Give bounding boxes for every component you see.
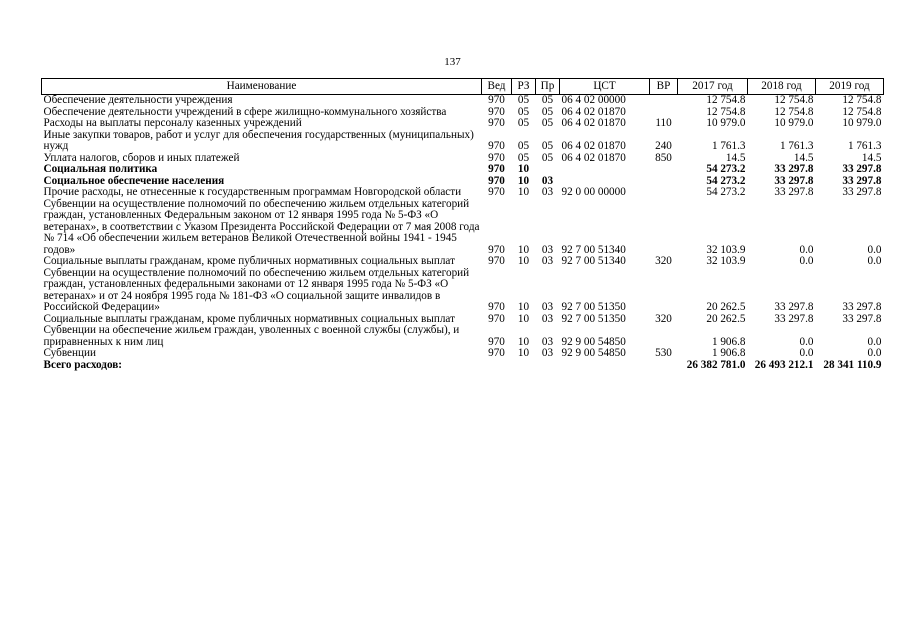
header-rz: РЗ bbox=[512, 79, 536, 95]
row-name: Субвенции на осуществление полномочий по обеспечению жильем отдельных категорий граждан, установленных федеральными законами от 12 января 1995 года № 5-ФЗ «О ветеранах» и от 24 ноября 1995 года № 181-ФЗ «О социальной защите инвалидов в Российской Федерации» bbox=[43, 266, 470, 313]
row-2018: 33 297.8 bbox=[774, 186, 814, 198]
row-2018: 1 761.3 bbox=[779, 140, 814, 152]
row-name: Обеспечение деятельности учреждений в сфере жилищно-коммунального хозяйства bbox=[43, 105, 447, 118]
row-name: Социальное обеспечение населения bbox=[43, 174, 225, 187]
row-2017: 54 273.2 bbox=[706, 163, 746, 175]
row-2018: 0.0 bbox=[799, 255, 814, 267]
row-name: Субвенции на обеспечение жильем граждан, уволенных с военной службы (службы), и приравненных к ним лиц bbox=[43, 324, 460, 348]
header-2018: 2018 год bbox=[748, 79, 816, 95]
row-ved: 970 bbox=[488, 312, 505, 325]
row-2019: 12 754.8 bbox=[842, 105, 882, 118]
row-2017: 20 262.5 bbox=[706, 312, 746, 325]
row-ved: 970 bbox=[488, 347, 505, 359]
row-name: Прочие расходы, не отнесенные к государственным программам Новгородской области bbox=[43, 186, 462, 198]
row-rz: 10 bbox=[517, 163, 530, 175]
row-rz: 10 bbox=[517, 186, 530, 198]
row-ved bbox=[482, 360, 512, 372]
row-2018: 0.0 bbox=[799, 347, 814, 359]
row-pr: 05 bbox=[541, 117, 554, 129]
table-row bbox=[42, 325, 884, 348]
header-name: Наименование bbox=[42, 79, 482, 95]
row-pr: 03 bbox=[541, 174, 554, 187]
row-ved: 970 bbox=[488, 117, 505, 129]
row-rz: 10 bbox=[517, 174, 530, 187]
row-rz: 05 bbox=[517, 105, 530, 118]
row-ved: 970 bbox=[488, 163, 505, 175]
row-vr bbox=[650, 164, 678, 176]
row-2017: 1 906.8 bbox=[711, 347, 746, 359]
row-rz: 10 bbox=[517, 335, 530, 348]
row-cst: 92 9 00 54850 bbox=[561, 347, 626, 359]
row-rz: 05 bbox=[517, 117, 530, 129]
table-row bbox=[42, 130, 884, 153]
row-vr bbox=[650, 176, 678, 188]
row-ved: 970 bbox=[488, 186, 505, 198]
table-row bbox=[42, 153, 884, 165]
row-2017: 54 273.2 bbox=[706, 174, 746, 187]
row-2019: 0.0 bbox=[867, 243, 882, 256]
row-2019: 33 297.8 bbox=[842, 312, 882, 325]
row-ved: 970 bbox=[488, 151, 505, 164]
row-2018: 33 297.8 bbox=[774, 312, 814, 325]
row-name: Расходы на выплаты персоналу казенных учреждений bbox=[43, 117, 302, 129]
table-row bbox=[42, 256, 884, 268]
row-name: Обеспечение деятельности учреждения bbox=[43, 94, 233, 106]
row-ved: 970 bbox=[488, 301, 505, 313]
row-pr: 05 bbox=[541, 105, 554, 118]
row-name: Социальные выплаты гражданам, кроме публичных нормативных социальных выплат bbox=[43, 255, 455, 267]
row-2019: 33 297.8 bbox=[842, 301, 882, 313]
row-pr: 03 bbox=[541, 301, 554, 313]
header-ved: Вед bbox=[482, 79, 512, 95]
row-pr bbox=[536, 360, 560, 372]
row-cst: 92 7 00 51350 bbox=[561, 312, 626, 325]
row-2018: 33 297.8 bbox=[774, 301, 814, 313]
row-2018: 0.0 bbox=[799, 243, 814, 256]
row-2018: 12 754.8 bbox=[774, 94, 814, 106]
row-cst: 92 9 00 54850 bbox=[561, 335, 626, 348]
row-rz: 10 bbox=[517, 255, 530, 267]
row-vr: 240 bbox=[655, 140, 672, 152]
row-rz: 10 bbox=[517, 243, 530, 256]
row-pr: 03 bbox=[541, 255, 554, 267]
row-pr: 05 bbox=[541, 94, 554, 106]
row-cst bbox=[560, 164, 650, 176]
row-pr: 03 bbox=[541, 335, 554, 348]
row-vr: 850 bbox=[655, 151, 672, 164]
table-row bbox=[42, 348, 884, 360]
row-cst: 92 0 00 00000 bbox=[561, 186, 626, 198]
row-ved: 970 bbox=[488, 94, 505, 106]
header-2017: 2017 год bbox=[678, 79, 748, 95]
page-number: 137 bbox=[444, 56, 461, 68]
row-2018: 33 297.8 bbox=[774, 174, 814, 187]
row-2019: 0.0 bbox=[867, 255, 882, 267]
table-row bbox=[42, 268, 884, 314]
row-cst: 06 4 02 01870 bbox=[561, 140, 626, 152]
row-cst: 92 7 00 51350 bbox=[561, 301, 626, 313]
row-vr: 320 bbox=[655, 255, 672, 267]
row-rz: 05 bbox=[517, 140, 530, 152]
row-rz bbox=[512, 360, 536, 372]
row-2018: 26 493 212.1 bbox=[754, 358, 814, 371]
table-row bbox=[42, 164, 884, 176]
header-2019: 2019 год bbox=[816, 79, 884, 95]
table-row bbox=[42, 199, 884, 257]
row-2018: 10 979.0 bbox=[774, 117, 814, 129]
row-vr bbox=[650, 187, 678, 199]
row-vr bbox=[650, 360, 678, 372]
row-vr bbox=[650, 95, 678, 107]
header-pr: Пр bbox=[536, 79, 560, 95]
table-row bbox=[42, 187, 884, 199]
row-ved: 970 bbox=[488, 105, 505, 118]
row-2018: 33 297.8 bbox=[774, 163, 814, 175]
row-2019: 14.5 bbox=[861, 151, 882, 164]
row-name: Всего расходов: bbox=[43, 358, 123, 371]
row-vr bbox=[650, 268, 678, 314]
row-rz: 10 bbox=[517, 312, 530, 325]
row-name: Субвенции bbox=[43, 347, 96, 359]
table-header-row bbox=[42, 79, 884, 95]
row-vr: 110 bbox=[655, 117, 672, 129]
row-2019: 0.0 bbox=[867, 347, 882, 359]
row-cst bbox=[560, 360, 650, 372]
row-2019: 10 979.0 bbox=[842, 117, 882, 129]
row-cst: 06 4 02 01870 bbox=[561, 151, 626, 164]
row-vr bbox=[650, 325, 678, 348]
row-pr: 03 bbox=[541, 186, 554, 198]
row-ved: 970 bbox=[488, 255, 505, 267]
row-2017: 1 761.3 bbox=[711, 140, 746, 152]
row-rz: 05 bbox=[517, 94, 530, 106]
row-2019: 33 297.8 bbox=[842, 186, 882, 198]
row-2019: 33 297.8 bbox=[842, 174, 882, 187]
row-2017: 32 103.9 bbox=[706, 243, 746, 256]
row-vr bbox=[650, 199, 678, 257]
row-pr: 03 bbox=[541, 347, 554, 359]
row-2019: 0.0 bbox=[867, 335, 882, 348]
header-vr: ВР bbox=[650, 79, 678, 95]
row-2019: 1 761.3 bbox=[847, 140, 882, 152]
row-cst: 92 7 00 51340 bbox=[561, 243, 626, 256]
row-ved: 970 bbox=[488, 243, 505, 256]
row-2017: 26 382 781.0 bbox=[686, 358, 746, 371]
row-2019: 33 297.8 bbox=[842, 163, 882, 175]
table-row bbox=[42, 118, 884, 130]
table-row bbox=[42, 95, 884, 107]
row-ved: 970 bbox=[488, 140, 505, 152]
row-name: Иные закупки товаров, работ и услуг для обеспечения государственных (муниципальных) нужд bbox=[43, 128, 474, 152]
table-row bbox=[42, 360, 884, 372]
row-2017: 1 906.8 bbox=[711, 335, 746, 348]
row-2017: 20 262.5 bbox=[706, 301, 746, 313]
row-pr: 05 bbox=[541, 140, 554, 152]
row-vr: 320 bbox=[655, 312, 672, 325]
row-2019: 12 754.8 bbox=[842, 94, 882, 106]
row-rz: 10 bbox=[517, 347, 530, 359]
row-cst: 06 4 02 01870 bbox=[561, 117, 626, 129]
row-2017: 14.5 bbox=[725, 151, 746, 164]
row-pr: 03 bbox=[541, 243, 554, 256]
header-cst: ЦСТ bbox=[560, 79, 650, 95]
row-pr: 03 bbox=[541, 312, 554, 325]
row-2018: 12 754.8 bbox=[774, 105, 814, 118]
row-cst: 06 4 02 00000 bbox=[561, 94, 626, 106]
row-rz: 10 bbox=[517, 301, 530, 313]
row-name: Уплата налогов, сборов и иных платежей bbox=[43, 151, 240, 164]
row-2017: 12 754.8 bbox=[706, 105, 746, 118]
row-ved: 970 bbox=[488, 335, 505, 348]
row-2017: 10 979.0 bbox=[706, 117, 746, 129]
row-rz: 05 bbox=[517, 151, 530, 164]
row-2018: 14.5 bbox=[793, 151, 814, 164]
row-vr: 530 bbox=[655, 347, 672, 359]
row-cst: 06 4 02 01870 bbox=[561, 105, 626, 118]
row-2017: 32 103.9 bbox=[706, 255, 746, 267]
row-name: Социальные выплаты гражданам, кроме публичных нормативных социальных выплат bbox=[43, 312, 455, 325]
row-pr bbox=[536, 164, 560, 176]
row-2019: 28 341 110.9 bbox=[823, 358, 882, 371]
row-cst: 92 7 00 51340 bbox=[561, 255, 626, 267]
row-2018: 0.0 bbox=[799, 335, 814, 348]
row-name: Субвенции на осуществление полномочий по обеспечению жильем отдельных категорий граждан, установленных Федеральным законом от 12 января 1995 года № 5-ФЗ «О ветеранах», в соответствии с Указом Президента Российской Федерации от 7 мая 2008 года № 714 «Об обеспечении жильем ветеранов Великой Отечественной войны 1941 - 1945 годов» bbox=[43, 197, 480, 256]
row-ved: 970 bbox=[488, 174, 505, 187]
budget-table bbox=[41, 78, 884, 371]
row-2017: 54 273.2 bbox=[706, 186, 746, 198]
row-pr: 05 bbox=[541, 151, 554, 164]
row-2017: 12 754.8 bbox=[706, 94, 746, 106]
row-name: Социальная политика bbox=[43, 163, 158, 175]
